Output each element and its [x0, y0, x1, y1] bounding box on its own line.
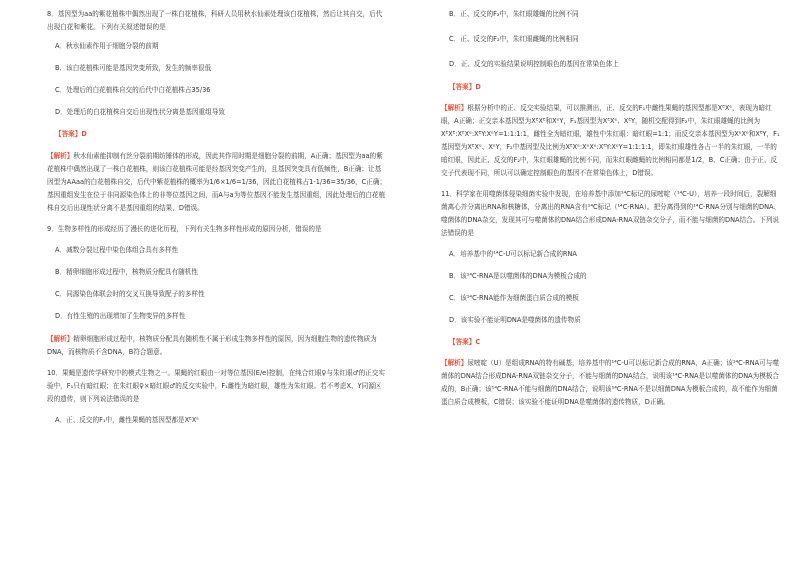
q8-option-b: B．该白花植株可能是基因突变所致，发生的频率很低 — [55, 64, 212, 72]
q11-option-a: A．培养基中的¹⁴C-U可以标记新合成的RNA — [449, 250, 577, 258]
q10-explanation — [441, 102, 781, 180]
q11-answer-tag: 【答案】 — [449, 338, 476, 346]
q9-stem: 9．生物多样性的形成经历了漫长的进化历程，下列有关生物多样性形成的原因分析，错误的是 — [47, 225, 322, 233]
q11-option-b: B．该¹⁴C-RNA是以噬菌体的DNA为模板合成的 — [449, 272, 587, 280]
q9-option-b: B．精卵细胞形成过程中，核物质分配具有随机性 — [55, 268, 198, 276]
q10-answer-tag: 【答案】 — [449, 83, 476, 91]
q8-option-d: D．处理后的白花植株自交后出现性状分离是基因重组导致 — [55, 108, 225, 116]
q11-answer-value: C — [475, 338, 481, 346]
q9-option-d: D．有性生殖的出现增加了生物变异的多样性 — [55, 312, 186, 320]
q10-answer — [449, 81, 781, 94]
q10-option-d: D．正、反交的实验结果说明控制眼色的基因在常染色体上 — [449, 60, 619, 68]
q8-answer — [55, 128, 387, 141]
q8-option-c: C．处理后的白花植株自交的后代中白花植株占35/36 — [55, 86, 211, 94]
q11-answer — [449, 336, 781, 349]
q11-explanation — [441, 357, 781, 409]
q11-option-c: C．该¹⁴C-RNA能作为细菌蛋白质合成的模板 — [449, 294, 579, 302]
q10-explanation-text: 根据分析中的正、反交实验结果，可以推测出，正、反交的F₁中雌性果蝇的基因型都是XᴱXᵉ，表现为暗红眼，A正确；正交亲本基因型为XᴱXᴱ和XᵉY，F₁基因型为XᴱXᵉ、XᴱY，随机交配得到F₂中，朱红眼雄蝇的比例为XᴱXᴱ:XᴱXᵉ:XᴱY:XᵉY=1:1:1:1，雌性全为暗红眼，雄性中朱红眼：暗红眼=1:1；而反交亲本基因型为XᵉXᵉ和XᴱY，F₁基因型为XᴱXᵉ、XᵉY，F₂中基因型及比例为XᴱXᵉ:XᵉXᵉ:XᴱY:XᵉY=1:1:1:1，即朱红眼雄性各占一半的朱红眼，一半的暗红眼，因此正、反交的F₂中，朱红眼雄蝇的比例不同，而朱红眼雌蝇的比例相同都是1/2，B、C正确；由于正、反交子代表现不同，所以可以确定控制眼色的基因不在常染色体上，D错误。 — [441, 104, 780, 177]
q8-answer-tag: 【答案】 — [55, 130, 82, 138]
q9-explanation-tag: 【解析】 — [47, 335, 74, 343]
q11-option-d: D．该实验不能证明DNA是噬菌体的遗传物质 — [449, 316, 581, 324]
q11-explanation-tag: 【解析】 — [441, 359, 468, 367]
left-column — [47, 8, 387, 427]
q9-option-c: C．同源染色体联会时的交叉互换导致配子的多样性 — [55, 290, 205, 298]
q10-explanation-tag: 【解析】 — [441, 104, 468, 112]
q10-option-b: B．正、反交的F₂中，朱红眼雄蝇的比例不同 — [449, 10, 579, 18]
q8-stem: 8．基因型为aa的紫花植株中偶然出现了一株白花植株，科研人员用秋水仙素处理该白花植株，然后让其自交，后代出现白花和紫花。下列有关叙述错误的是 — [47, 10, 383, 31]
q10-option-a: A．正、反交的F₁中，雌性果蝇的基因型都是XᴱXᵉ — [55, 416, 200, 424]
q11-explanation-text: 尿嘧啶（U）是组成RNA的特有碱基，培养基中的¹⁴C-U可以标记新合成的RNA，A正确；该¹⁴C-RNA可与噬菌体的DNA结合形成DNA-RNA双链杂交分子，不能与细菌的DNA结合，说明该¹⁴C-RNA是以噬菌体的DNA为模板合成的，B正确；该¹⁴C-RNA不能与细菌的DNA结合，说明该¹⁴C-RNA不是以细菌DNA为模板合成的，故不能作为细菌蛋白质合成模板，C错误；该实验不能证明DNA是噬菌体的遗传物质，D正确。 — [441, 359, 780, 406]
q9-explanation — [47, 333, 387, 359]
q11-stem: 11．科学家在用噬菌体侵染细菌实验中发现，在培养基中添加¹⁴C标记的尿嘧啶（¹⁴C-U），培养一段时间后，裂解细菌离心并分离出RNA和核糖体，分离出的RNA含有¹⁴C标记（¹⁴C-RNA）。把分离得到的¹⁴C-RNA分别与细菌的DNA、噬菌体的DNA杂交，发现其可与噬菌体的DNA结合形成DNA-RNA双链杂交分子，而不能与细菌的DNA结合。下列说法错误的是 — [441, 190, 781, 237]
q8-option-a: A．秋水仙素作用于细胞分裂的前期 — [55, 42, 159, 50]
q10-option-c: C．正、反交的F₂中，朱红眼雌蝇的比例相同 — [449, 35, 579, 43]
q8-answer-value: D — [81, 130, 87, 138]
q8-explanation — [47, 150, 387, 215]
q9-option-a: A．减数分裂过程中染色体组合具有多样性 — [55, 246, 179, 254]
q10-stem: 10．果蝇是遗传学研究中的模式生物之一。果蝇的红眼由一对等位基因(E/e)控制，在纯合红眼♀与朱红眼♂的正交实验中，F₁只有暗红眼；在朱红眼♀×暗红眼♂的反交实验中，F₁雌性为暗红眼，雄性为朱红眼。若不考虑X、Y同源区段的遗传，则下列说法错误的是 — [47, 369, 386, 403]
q8-explanation-tag: 【解析】 — [47, 152, 74, 160]
right-column — [441, 8, 781, 409]
q9-explanation-text: 精卵细胞形成过程中，核物质分配具有随机性不属于形成生物多样性的原因，因为细胞生物的遗传物质为DNA，而核物质不含DNA，B符合题意。 — [47, 335, 377, 356]
q10-answer-value: D — [475, 83, 481, 91]
q8-explanation-text: 秋水仙素能抑制有丝分裂前期纺锤体的形成，因此其作用时期是细胞分裂的前期，A正确；基因型为aa的紫花植株中偶然出现了一株白花植株，则该白花植株可能是经基因突变产生的，且基因突变具有低频性，B正确；让基因型为AAaa的白花植株自交，后代中紫花植株的概率为1/6×1/6=1/36，因此白花植株占1-1/36=35/36，C正确；基因重组发生在位于非同源染色体上的非等位基因之间，而A与a为等位基因不能发生基因重组，因此处理后的白花植株自交后出现性状分离不是基因重组的结果，D错误。 — [47, 152, 387, 212]
